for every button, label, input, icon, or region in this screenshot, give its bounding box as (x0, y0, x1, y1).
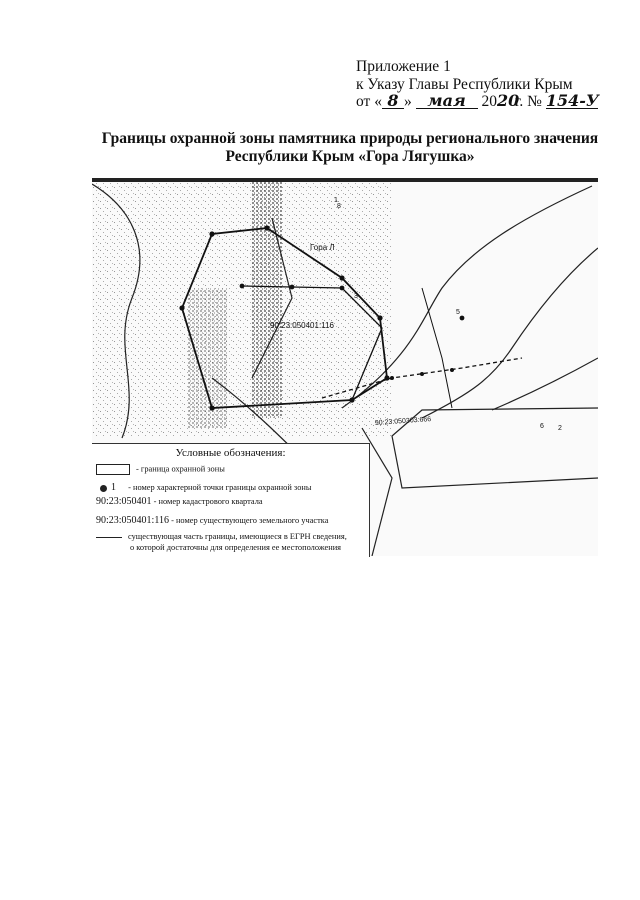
map-top-border (92, 178, 598, 182)
boundary-point (450, 368, 454, 372)
boundary-point (240, 284, 245, 289)
appendix-number: Приложение 1 (356, 58, 451, 75)
boundary-point (339, 275, 344, 280)
point-label: 6 (540, 423, 544, 430)
map-legend (92, 443, 370, 557)
map-terrain-texture (92, 178, 392, 438)
boundary-point (420, 372, 424, 376)
boundary-point (209, 231, 214, 236)
point-label: 5 (456, 309, 460, 316)
map-forest-strip (252, 178, 282, 418)
boundary-point (264, 225, 269, 230)
point-label: 1 (334, 197, 338, 204)
legend-parcel-code: 90:23:050401:116 (96, 515, 169, 526)
legend-row-line-cont (130, 543, 341, 552)
date-prefix: от « (356, 93, 382, 110)
appendix-reference: к Указу Главы Республики Крым (356, 75, 573, 93)
boundary-point (290, 285, 295, 290)
line-swatch (96, 537, 122, 538)
parcel-label: 90:23:050401:116 (270, 321, 334, 330)
legend-row-parcel (96, 515, 328, 526)
boundary-point (460, 316, 465, 321)
legend-quarter-desc: - номер кадастрового квартала (153, 497, 263, 506)
date-year-prefix: 20 (481, 93, 497, 110)
legend-parcel-desc: - номер существующего земельного участка (171, 516, 329, 525)
legend-line-desc-2: о которой достаточны для определения ее местоположения (130, 543, 342, 552)
boundary-point (384, 375, 389, 380)
zone-swatch (96, 464, 130, 475)
boundary-point (179, 305, 184, 310)
date-year-handwritten: 20 (496, 91, 520, 110)
mountain-label: Гора Л (310, 243, 335, 252)
boundary-point (340, 286, 345, 291)
boundary-point (377, 315, 382, 320)
appendix-header (356, 58, 598, 111)
legend-title: Условные обозначения: (175, 447, 286, 459)
boundary-point (390, 376, 394, 380)
legend-row-line (96, 532, 347, 541)
point-label: 3 (354, 293, 358, 300)
legend-zone-desc: - граница охранной зоны (136, 464, 225, 474)
legend-point-number: 1 (111, 482, 116, 493)
date-month: мая (416, 93, 478, 109)
title-line-1: Границы охранной зоны памятника природы регионального значения (101, 130, 599, 147)
point-label: 2 (558, 425, 562, 432)
legend-row-point (96, 482, 312, 493)
legend-row-zone (96, 464, 225, 475)
appendix-date-line (356, 93, 598, 111)
date-mid: » (403, 93, 412, 110)
boundary-point (349, 397, 354, 402)
title-line-2: Республики Крым «Гора Лягушка» (225, 148, 475, 165)
document-title (60, 130, 640, 166)
point-label: 8 (337, 203, 341, 210)
other-parcel-label: 90:23:050303:666 (374, 416, 432, 427)
point-marker-icon (100, 485, 107, 492)
legend-quarter-code: 90:23:050401 (96, 496, 152, 507)
legend-point-desc: - номер характерной точки границы охранной зоны (128, 483, 312, 492)
legend-line-desc-1: существующая часть границы, имеющиеся в ЕГРН сведения, (128, 532, 347, 541)
decree-number: 154-У (545, 91, 599, 110)
date-year-suffix: г. № (514, 93, 542, 110)
boundary-point (209, 405, 214, 410)
legend-row-quarter (96, 496, 263, 507)
date-day: 8 (382, 93, 404, 109)
